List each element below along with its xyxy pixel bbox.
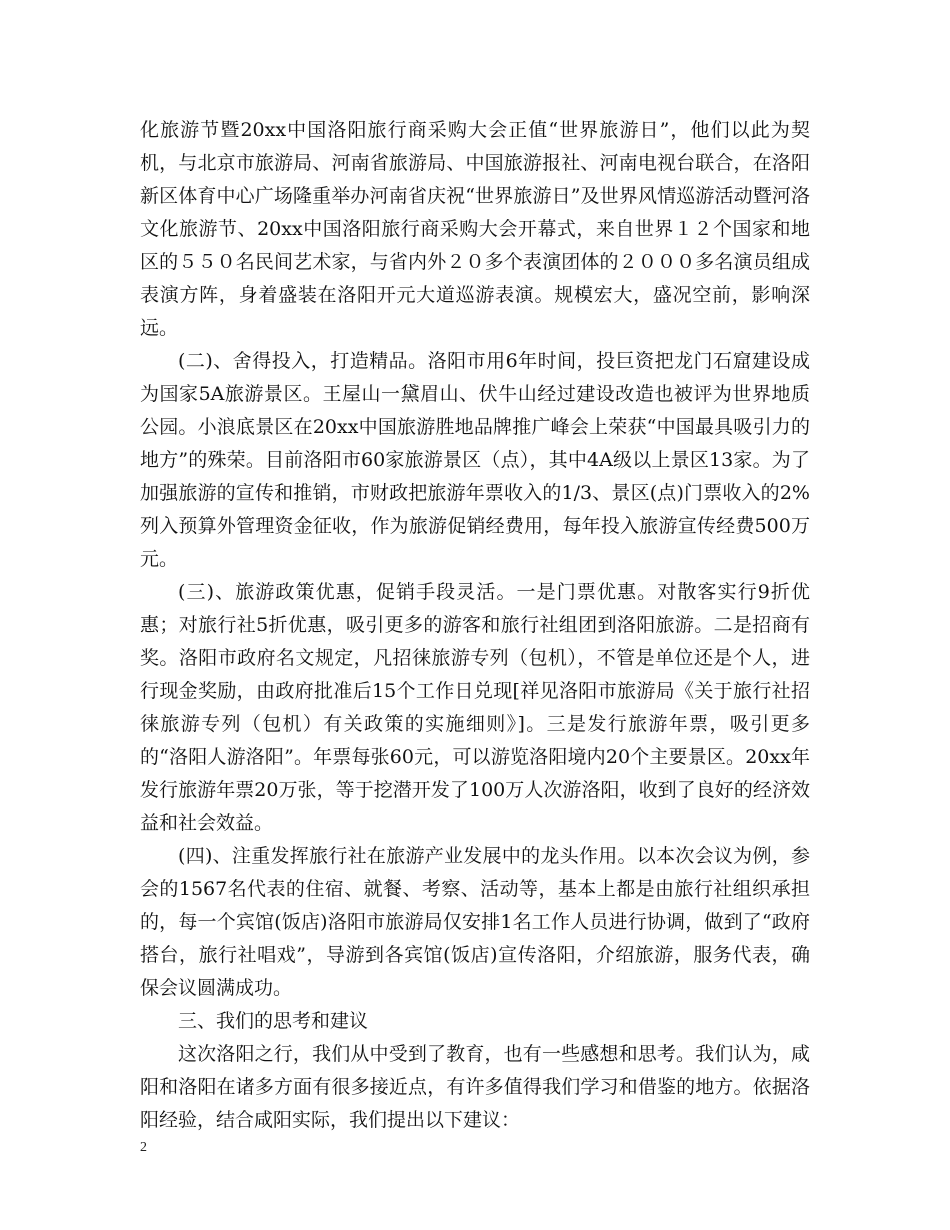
paragraph-section-three: (三)、旅游政策优惠，促销手段灵活。一是门票优惠。对散客实行9折优惠；对旅行社5折优惠，吸引更多的游客和旅行社组团到洛阳旅游。二是招商有奖。洛阳市政府名文规定，凡招徕旅游专列（包机），不管是单位还是个人，进行现金奖励，由政府批准后15个工作日兑现[祥见洛阳市旅游局《关于旅行社招徕旅游专列（包机）有关政策的实施细则》]。三是发行旅游年票，吸引更多的“洛阳人游洛阳”。年票每张60元，可以游览洛阳境内20个主要景区。20xx年发行旅游年票20万张，等于挖潜开发了100万人次游洛阳，收到了良好的经济效益和社会效益。 (140, 581, 810, 834)
paragraph-continuation: 化旅游节暨20xx中国洛阳旅行商采购大会正值“世界旅游日”，他们以此为契机，与北京市旅游局、河南省旅游局、中国旅游报社、河南电视台联合，在洛阳新区体育中心广场隆重举办河南省庆祝“世界旅游日”及世界风情巡游活动暨河洛文化旅游节、20xx中国洛阳旅行商采购大会开幕式，来自世界１２个国家和地区的５５０名民间艺术家，与省内外２０多个表演团体的２０００多名演员组成表演方阵，身着盛装在洛阳开元大道巡游表演。规模宏大，盛况空前，影响深远。 (140, 119, 810, 339)
paragraph-thoughts: 这次洛阳之行，我们从中受到了教育，也有一些感想和思考。我们认为，咸阳和洛阳在诸多方面有很多接近点，有许多值得我们学习和借鉴的地方。依据洛阳经验，结合咸阳实际，我们提出以下建议： (140, 1043, 810, 1131)
paragraph-section-two: (二)、舍得投入，打造精品。洛阳市用6年时间，投巨资把龙门石窟建设成为国家5A旅游景区。王屋山一黛眉山、伏牛山经过建设改造也被评为世界地质公园。小浪底景区在20xx中国旅游胜地品牌推广峰会上荣获“中国最具吸引力的地方”的殊荣。目前洛阳市60家旅游景区（点），其中4A级以上景区13家。为了加强旅游的宣传和推销，市财政把旅游年票收入的1/3、景区(点)门票收入的2%列入预算外管理资金征收，作为旅游促销经费用，每年投入旅游宣传经费500万元。 (140, 350, 810, 570)
document-body (140, 114, 810, 1137)
section-heading-thoughts: 三、我们的思考和建议 (178, 1010, 369, 1032)
paragraph-section-four: (四)、注重发挥旅行社在旅游产业发展中的龙头作用。以本次会议为例，参会的1567名代表的住宿、就餐、考察、活动等，基本上都是由旅行社组织承担的，每一个宾馆(饭店)洛阳市旅游局仅安排1名工作人员进行协调，做到了“政府搭台，旅行社唱戏”，导游到各宾馆(饭店)宣传洛阳，介绍旅游，服务代表，确保会议圆满成功。 (140, 845, 810, 999)
page-number: 2 (140, 1140, 147, 1155)
